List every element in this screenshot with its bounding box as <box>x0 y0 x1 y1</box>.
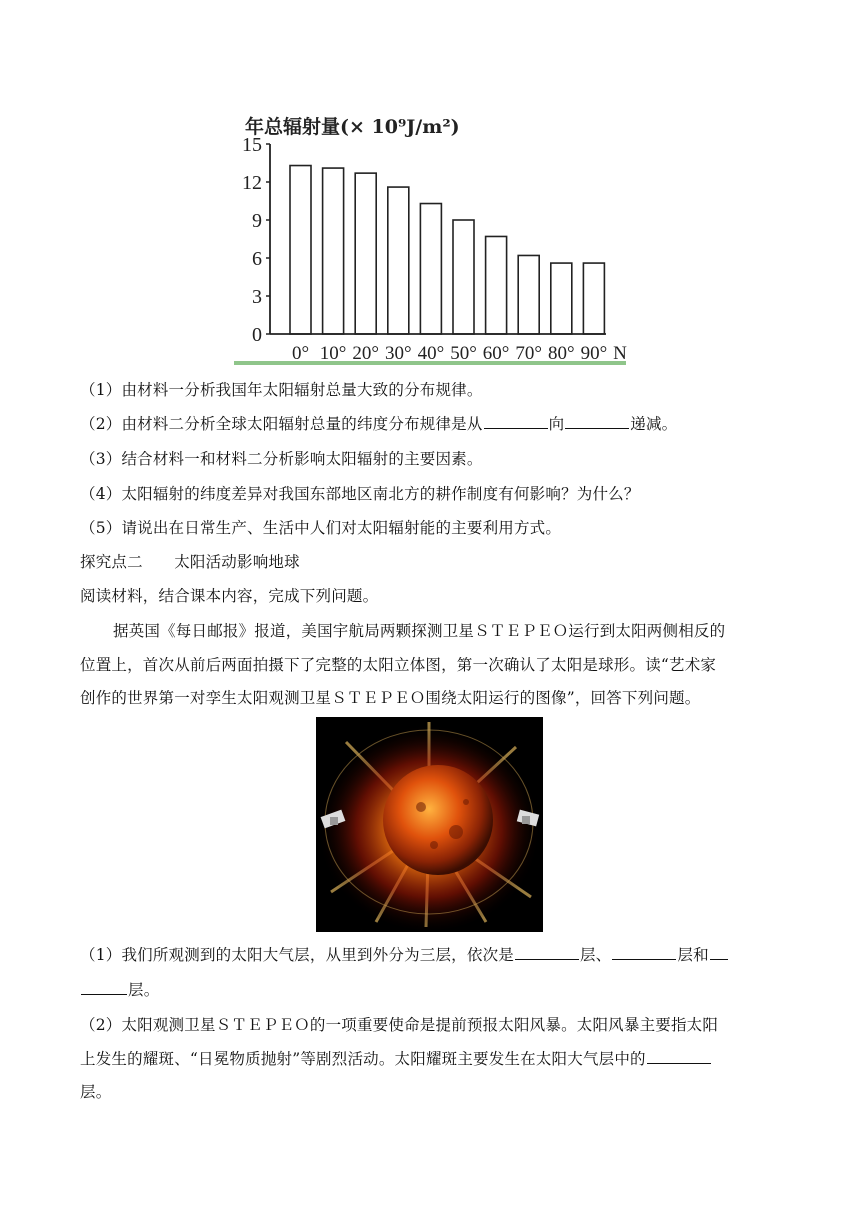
instruction-text: 阅读材料，结合课本内容，完成下列问题。 <box>80 587 379 605</box>
answer-blank[interactable] <box>484 414 548 429</box>
paragraph-line-2: 位置上，首次从前后两面拍摄下了完整的太阳立体图，第一次确认了太阳是球形。读“艺术家 <box>80 656 717 674</box>
bar <box>355 173 376 334</box>
bar <box>323 168 344 334</box>
q2-2-line-2-text: 上发生的耀斑、“日冕物质抛射”等剧烈活动。太阳耀斑主要发生在太阳大气层中的 <box>80 1050 646 1068</box>
question-2-mid: 向 <box>548 415 565 433</box>
radiation-bar-chart <box>228 108 633 370</box>
section-2-title: 探究点二 太阳活动影响地球 <box>80 553 300 571</box>
q2-1-mid1: 层、 <box>579 946 612 964</box>
answer-blank[interactable] <box>565 414 629 429</box>
answer-blank[interactable] <box>515 945 579 960</box>
bar <box>420 204 441 334</box>
chart-title-unit: (× 10⁹J/m²) <box>340 116 460 138</box>
bar <box>486 236 507 334</box>
y-tick-label: 3 <box>252 286 262 308</box>
y-tick-label: 6 <box>252 248 262 270</box>
y-tick-label: 15 <box>242 134 262 156</box>
y-axis-ticks <box>242 134 270 346</box>
answer-blank[interactable] <box>710 945 728 960</box>
y-tick-label: 12 <box>242 172 262 194</box>
y-tick-label: 0 <box>252 324 262 346</box>
q2-1-mid2: 层和 <box>677 946 709 964</box>
question-4: （4）太阳辐射的纬度差异对我国东部地区南北方的耕作制度有何影响？为什么？ <box>80 485 640 503</box>
q2-1-end: 层。 <box>128 981 160 999</box>
bar <box>518 255 539 334</box>
bars <box>290 166 604 334</box>
y-tick-label: 9 <box>252 210 262 232</box>
bar <box>551 263 572 334</box>
q2-2-line-2 <box>80 1049 712 1069</box>
paragraph-line-3: 创作的世界第一对孪生太阳观测卫星ＳＴＥＰＥＯ围绕太阳运行的图像”，回答下列问题。 <box>80 689 701 707</box>
x-tick-label: 30° <box>384 343 412 364</box>
question-5: （5）请说出在日常生产、生活中人们对太阳辐射能的主要利用方式。 <box>80 519 562 537</box>
bar <box>453 220 474 334</box>
answer-blank[interactable] <box>612 945 676 960</box>
sun-satellite-image <box>316 717 543 932</box>
bar <box>290 166 311 334</box>
chart-title-main: 年总辐射量 <box>245 116 341 138</box>
answer-blank[interactable] <box>81 980 127 995</box>
x-tick-label: 80° <box>547 343 575 364</box>
x-axis-ticks <box>292 343 627 364</box>
answer-blank[interactable] <box>647 1049 711 1064</box>
question-2-start: （2）由材料二分析全球太阳辐射总量的纬度分布规律是从 <box>80 415 483 433</box>
question-2 <box>80 414 677 434</box>
q2-2-line-3: 层。 <box>80 1083 112 1101</box>
q2-2-line-1: （2）太阳观测卫星ＳＴＥＰＥＯ的一项重要使命是提前预报太阳风暴。太阳风暴主要指太阳 <box>80 1016 719 1034</box>
x-axis-suffix: N <box>613 343 627 364</box>
chart-svg <box>228 108 633 370</box>
question-1: （1）由材料一分析我国年太阳辐射总量大致的分布规律。 <box>80 381 483 399</box>
paragraph-line-1: 据英国《每日邮报》报道，美国宇航局两颗探测卫星ＳＴＥＰＥＯ运行到太阳两侧相反的 <box>113 622 726 640</box>
bar <box>583 263 604 334</box>
q2-1-line-2 <box>80 980 159 1000</box>
q2-1-line-1 <box>80 945 729 965</box>
x-tick-label: 70° <box>515 343 543 364</box>
x-tick-label: 10° <box>319 343 347 364</box>
x-tick-label: 60° <box>482 343 510 364</box>
q2-1-start: （1）我们所观测到的太阳大气层，从里到外分为三层，依次是 <box>80 946 514 964</box>
x-tick-label: 90° <box>580 343 608 364</box>
x-tick-label: 50° <box>450 343 477 364</box>
x-tick-label: 20° <box>352 343 380 364</box>
x-tick-label: 0° <box>291 343 310 364</box>
x-tick-label: 40° <box>417 343 445 364</box>
sun-illustration <box>316 717 543 932</box>
bar <box>388 187 409 334</box>
question-3: （3）结合材料一和材料二分析影响太阳辐射的主要因素。 <box>80 450 483 468</box>
chart-title <box>245 115 460 138</box>
question-2-end: 递减。 <box>630 415 678 433</box>
